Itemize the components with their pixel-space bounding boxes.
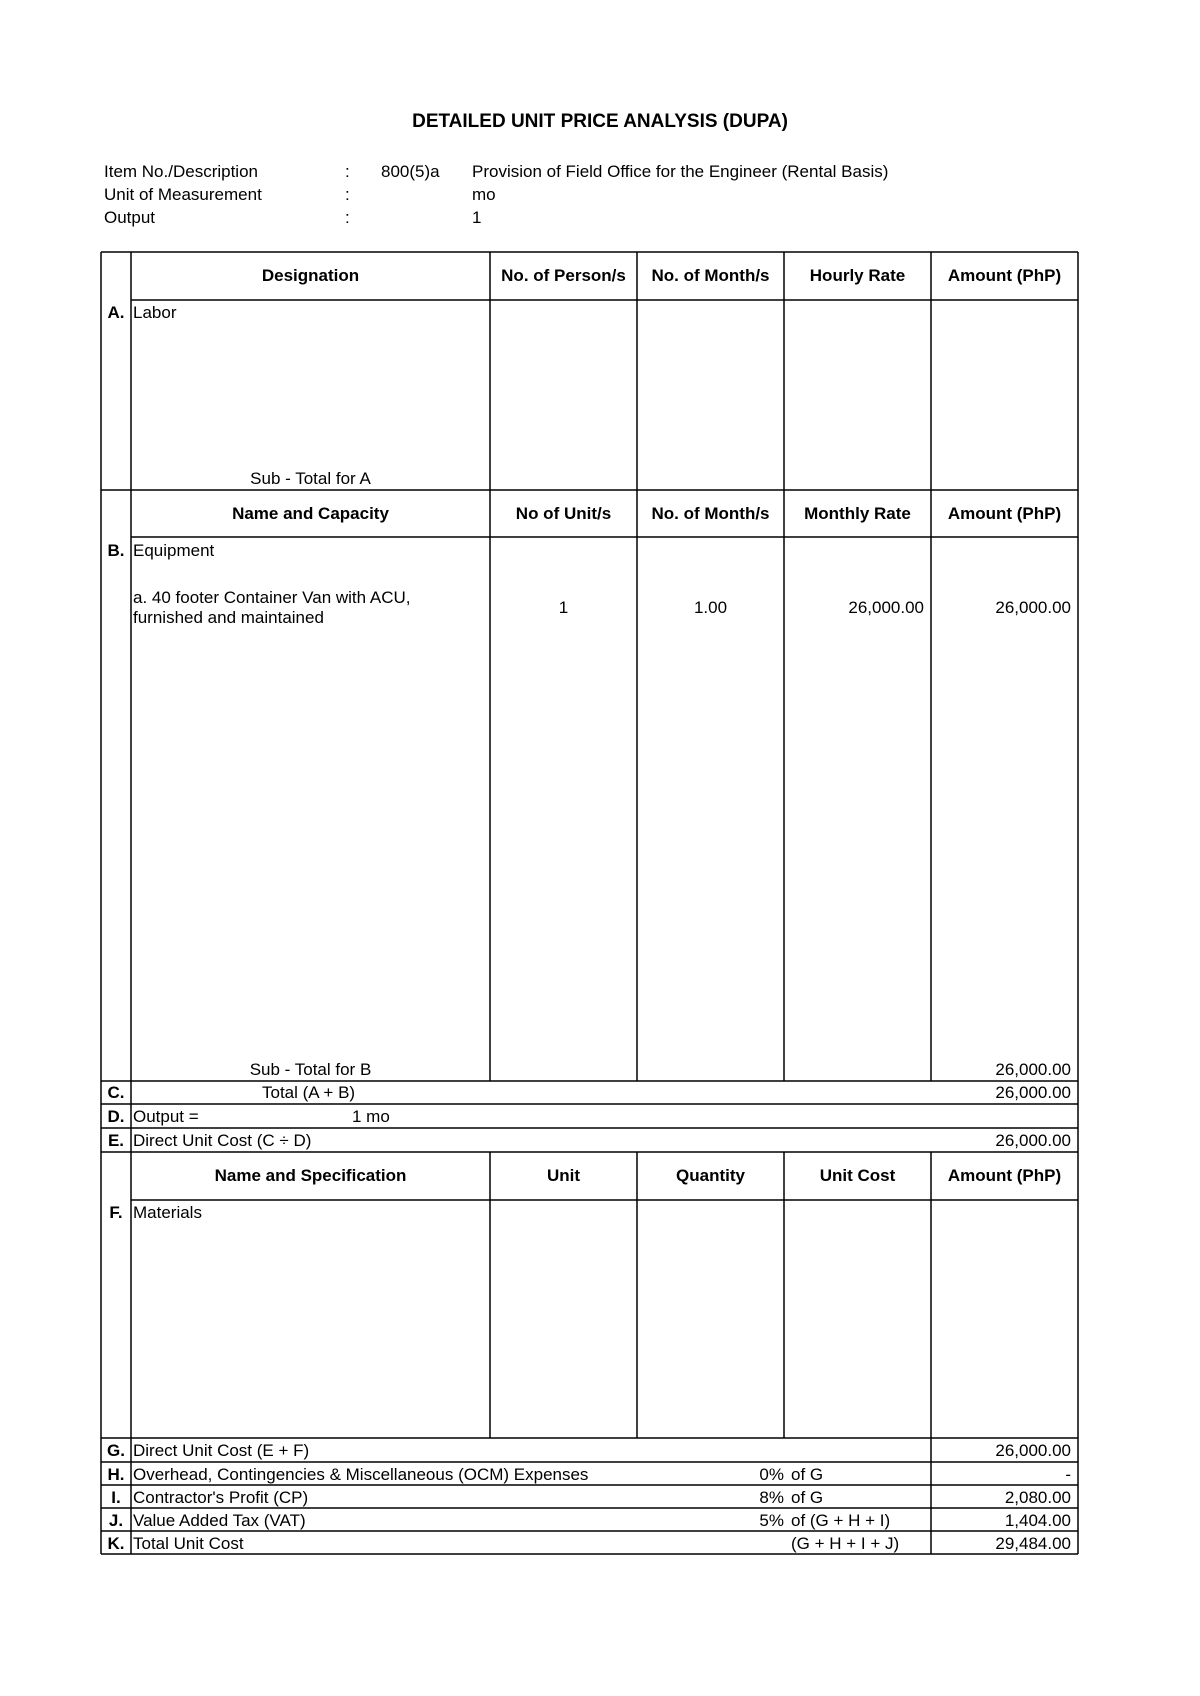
summary-percent: 8% bbox=[759, 1488, 784, 1507]
equipment-item-months: 1.00 bbox=[693, 598, 728, 617]
materials-col-unit-cost: Unit Cost bbox=[819, 1166, 896, 1185]
labor-col-hourly-rate: Hourly Rate bbox=[809, 266, 906, 285]
output-row-label: Output = bbox=[133, 1107, 199, 1126]
summary-percent: 5% bbox=[759, 1511, 784, 1530]
labor-col-amount: Amount (PhP) bbox=[947, 266, 1062, 285]
equipment-col-monthly-rate: Monthly Rate bbox=[804, 504, 911, 523]
equipment-col-amount: Amount (PhP) bbox=[947, 504, 1062, 523]
summary-letter: G. bbox=[107, 1441, 125, 1460]
colon: : bbox=[345, 162, 350, 181]
summary-value: 26,000.00 bbox=[995, 1441, 1071, 1460]
output-label: Output bbox=[104, 208, 156, 227]
materials-col-amount: Amount (PhP) bbox=[947, 1166, 1062, 1185]
section-letter-f: F. bbox=[109, 1203, 123, 1222]
equipment-item-name: a. 40 footer Container Van with ACU, bbox=[133, 588, 411, 607]
materials-col-quantity: Quantity bbox=[676, 1166, 745, 1185]
labor-heading: Labor bbox=[133, 303, 177, 322]
materials-col-unit: Unit bbox=[546, 1166, 581, 1185]
summary-basis: of (G + H + I) bbox=[791, 1511, 891, 1530]
colon: : bbox=[345, 185, 350, 204]
item-label: Item No./Description bbox=[104, 162, 258, 181]
summary-basis: (G + H + I + J) bbox=[791, 1534, 900, 1553]
direct-cost-value: 26,000.00 bbox=[995, 1131, 1071, 1150]
summary-value: 29,484.00 bbox=[995, 1534, 1071, 1553]
equipment-item-rate: 26,000.00 bbox=[848, 598, 924, 617]
section-letter-a: A. bbox=[107, 303, 125, 322]
item-number: 800(5)a bbox=[381, 162, 440, 181]
section-letter-e: E. bbox=[107, 1131, 125, 1150]
total-label: Total (A + B) bbox=[262, 1083, 356, 1102]
summary-letter: J. bbox=[108, 1511, 124, 1530]
summary-value: 2,080.00 bbox=[1004, 1488, 1071, 1507]
labor-col-months: No. of Month/s bbox=[651, 266, 770, 285]
materials-heading: Materials bbox=[133, 1203, 202, 1222]
equipment-subtotal-label: Sub - Total for B bbox=[249, 1060, 372, 1079]
materials-col-name: Name and Specification bbox=[214, 1166, 407, 1185]
summary-value: 1,404.00 bbox=[1004, 1511, 1071, 1530]
page-title: DETAILED UNIT PRICE ANALYSIS (DUPA) bbox=[412, 111, 788, 132]
direct-cost-label: Direct Unit Cost (C ÷ D) bbox=[133, 1131, 312, 1150]
summary-label: Contractor's Profit (CP) bbox=[133, 1488, 309, 1507]
equipment-item-name-cont: furnished and maintained bbox=[133, 608, 324, 627]
section-letter-c: C. bbox=[107, 1083, 125, 1102]
summary-label: Value Added Tax (VAT) bbox=[133, 1511, 306, 1530]
equipment-col-months: No. of Month/s bbox=[651, 504, 770, 523]
summary-label: Direct Unit Cost (E + F) bbox=[133, 1441, 310, 1460]
summary-basis: of G bbox=[791, 1465, 824, 1484]
summary-label: Overhead, Contingencies & Miscellaneous (OCM) Expenses bbox=[133, 1465, 589, 1484]
uom-label: Unit of Measurement bbox=[104, 185, 262, 204]
summary-basis: of G bbox=[791, 1488, 824, 1507]
summary-label: Total Unit Cost bbox=[133, 1534, 244, 1553]
section-letter-d: D. bbox=[107, 1107, 125, 1126]
unit-of-measurement: mo bbox=[472, 185, 496, 204]
summary-letter: K. bbox=[107, 1534, 125, 1553]
labor-col-designation: Designation bbox=[261, 266, 360, 285]
colon: : bbox=[345, 208, 350, 227]
equipment-col-units: No of Unit/s bbox=[515, 504, 612, 523]
equipment-col-name: Name and Capacity bbox=[232, 504, 389, 523]
summary-value: - bbox=[1065, 1465, 1071, 1484]
output-value: 1 bbox=[472, 208, 482, 227]
equipment-subtotal: 26,000.00 bbox=[995, 1060, 1071, 1079]
equipment-item-amount: 26,000.00 bbox=[995, 598, 1071, 617]
summary-letter: I. bbox=[111, 1488, 121, 1507]
section-letter-b: B. bbox=[107, 541, 125, 560]
output-row-value: 1 mo bbox=[352, 1107, 390, 1126]
summary-percent: 0% bbox=[759, 1465, 784, 1484]
labor-col-persons: No. of Person/s bbox=[501, 266, 626, 285]
equipment-heading: Equipment bbox=[133, 541, 215, 560]
total-value: 26,000.00 bbox=[995, 1083, 1071, 1102]
summary-letter: H. bbox=[107, 1465, 125, 1484]
labor-subtotal-label: Sub - Total for A bbox=[250, 469, 371, 488]
item-description: Provision of Field Office for the Engineer (Rental Basis) bbox=[472, 162, 889, 181]
equipment-item-units: 1 bbox=[558, 598, 569, 617]
